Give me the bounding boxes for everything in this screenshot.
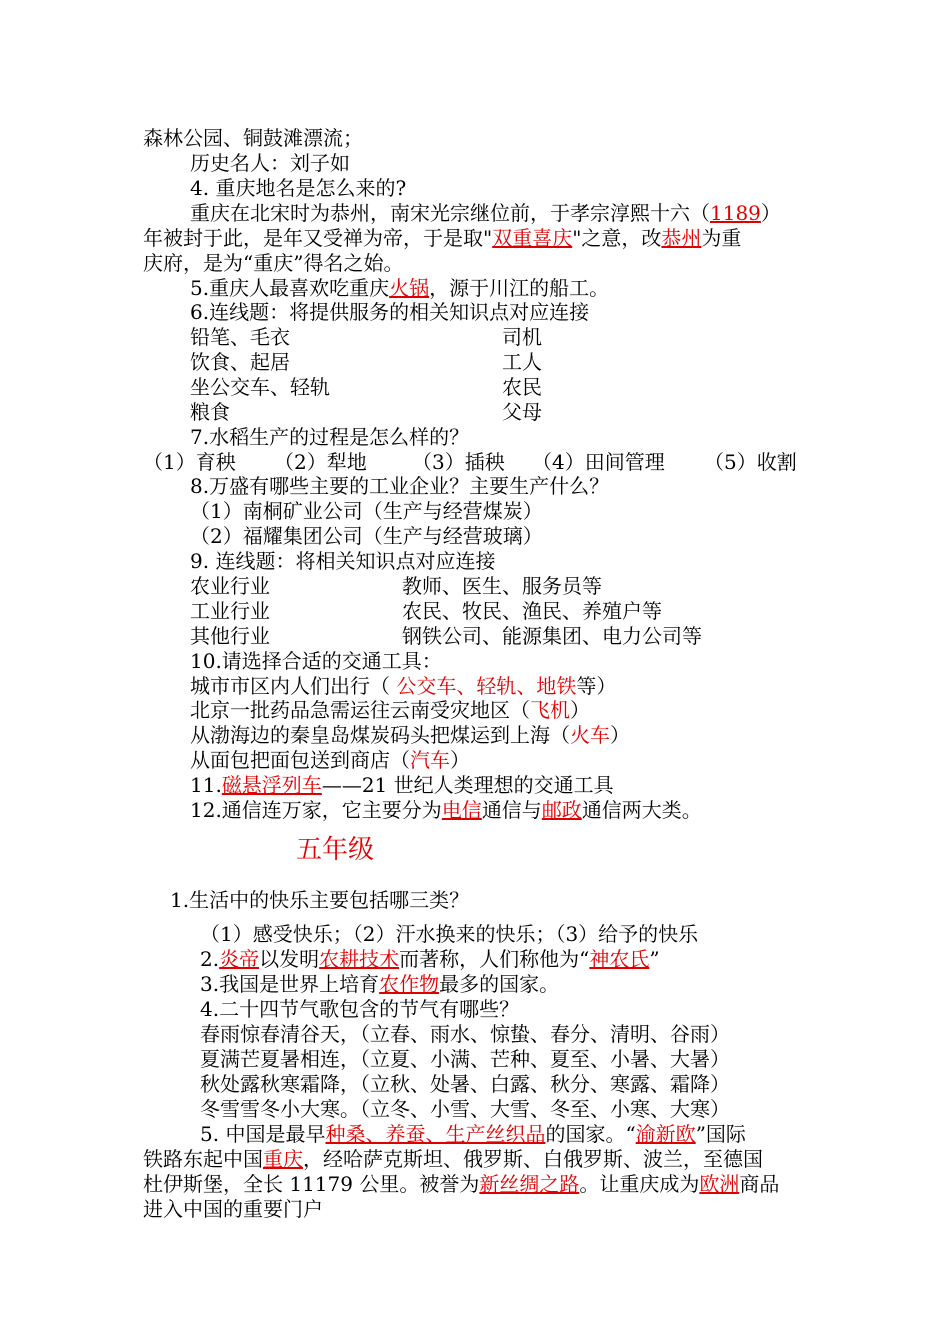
question-heading: 9. 连线题：将相关知识点对应连接 bbox=[190, 549, 496, 573]
step-item: （1）育秧 bbox=[143, 450, 236, 474]
question-heading: 8.万盛有哪些主要的工业企业？主要生产什么？ bbox=[190, 474, 610, 498]
text-line: 春雨惊春清谷天，（立春、雨水、惊蛰、春分、清明、谷雨） bbox=[200, 1022, 730, 1046]
question-heading: 4.二十四节气歌包含的节气有哪些？ bbox=[200, 997, 520, 1021]
match-right: 教师、医生、服务员等 bbox=[402, 574, 602, 598]
text-line: （2）福耀集团公司（生产与经营玻璃） bbox=[190, 524, 543, 548]
step-item: （4）田间管理 bbox=[532, 450, 665, 474]
step-item: （5）收割 bbox=[704, 450, 797, 474]
text-line: 秋处露秋寒霜降，（立秋、处暑、白露、秋分、寒露、霜降） bbox=[200, 1072, 730, 1096]
text-line: 夏满芒夏暑相连，（立夏、小满、芒种、夏至、小暑、大暑） bbox=[200, 1047, 730, 1071]
question-heading: 5. 中国是最早种桑、养蚕、生产丝织品的国家。“渝新欧”国际 bbox=[200, 1122, 746, 1146]
text-line: 铁路东起中国重庆，经哈萨克斯坦、俄罗斯、白俄罗斯、波兰，至德国 bbox=[143, 1147, 763, 1171]
match-right: 工人 bbox=[502, 350, 542, 374]
match-left: 工业行业 bbox=[190, 599, 270, 623]
match-right: 父母 bbox=[502, 400, 542, 424]
question-heading: 12.通信连万家，它主要分为电信通信与邮政通信两大类。 bbox=[190, 798, 702, 822]
text-line: 城市市区内人们出行（ 公交车、轻轨、地铁等） bbox=[190, 674, 617, 698]
text-line: 冬雪雪冬小大寒。（立冬、小雪、大雪、冬至、小寒、大寒） bbox=[200, 1097, 730, 1121]
step-item: （3）插秧 bbox=[412, 450, 505, 474]
match-left: 其他行业 bbox=[190, 624, 270, 648]
question-heading: 7.水稻生产的过程是怎么样的？ bbox=[190, 425, 470, 449]
match-right: 钢铁公司、能源集团、电力公司等 bbox=[402, 624, 702, 648]
text-line: 进入中国的重要门户 bbox=[143, 1197, 323, 1221]
question-heading: 2.炎帝以发明农耕技术而著称，人们称他为“神农氏” bbox=[200, 947, 660, 971]
match-left: 饮食、起居 bbox=[190, 350, 290, 374]
match-left: 农业行业 bbox=[190, 574, 270, 598]
text-line: （1）南桐矿业公司（生产与经营煤炭） bbox=[190, 499, 543, 523]
match-left: 铅笔、毛衣 bbox=[190, 325, 290, 349]
question-heading: 1.生活中的快乐主要包括哪三类？ bbox=[170, 888, 470, 912]
match-left: 粮食 bbox=[190, 400, 230, 424]
question-heading: 3.我国是世界上培育农作物最多的国家。 bbox=[200, 972, 560, 996]
text-line: 杜伊斯堡，全长 11179 公里。被誉为新丝绸之路。让重庆成为欧洲商品 bbox=[143, 1172, 780, 1196]
match-right: 司机 bbox=[502, 325, 542, 349]
text-line: 北京一批药品急需运往云南受灾地区（飞机） bbox=[190, 698, 590, 722]
text-line: 历史名人：刘子如 bbox=[190, 151, 350, 175]
question-heading: 4. 重庆地名是怎么来的? bbox=[190, 176, 407, 200]
match-right: 农民 bbox=[502, 375, 542, 399]
question-heading: 10.请选择合适的交通工具： bbox=[190, 649, 442, 673]
text-line: 从渤海边的秦皇岛煤炭码头把煤运到上海（火车） bbox=[190, 723, 630, 747]
question-heading: 5.重庆人最喜欢吃重庆火锅，源于川江的船工。 bbox=[190, 276, 610, 300]
text-line: 森林公园、铜鼓滩漂流； bbox=[143, 126, 363, 150]
text-line: 从面包把面包送到商店（汽车） bbox=[190, 748, 470, 772]
text-line: 庆府，是为“重庆”得名之始。 bbox=[143, 251, 404, 275]
match-right: 农民、牧民、渔民、养殖户等 bbox=[402, 599, 662, 623]
text-line: 重庆在北宋时为恭州，南宋光宗继位前，于孝宗淳熙十六（1189） bbox=[190, 201, 781, 225]
question-heading: 6.连线题：将提供服务的相关知识点对应连接 bbox=[190, 300, 590, 324]
match-left: 坐公交车、轻轨 bbox=[190, 375, 330, 399]
question-heading: 11.磁悬浮列车——21 世纪人类理想的交通工具 bbox=[190, 773, 614, 797]
step-item: （2）犁地 bbox=[274, 450, 367, 474]
text-line: （1）感受快乐；（2）汗水换来的快乐；（3）给予的快乐 bbox=[200, 922, 699, 946]
text-line: 年被封于此，是年又受禅为帝，于是取"双重喜庆"之意，改恭州为重 bbox=[143, 226, 742, 250]
section-heading: 五年级 bbox=[296, 835, 375, 865]
